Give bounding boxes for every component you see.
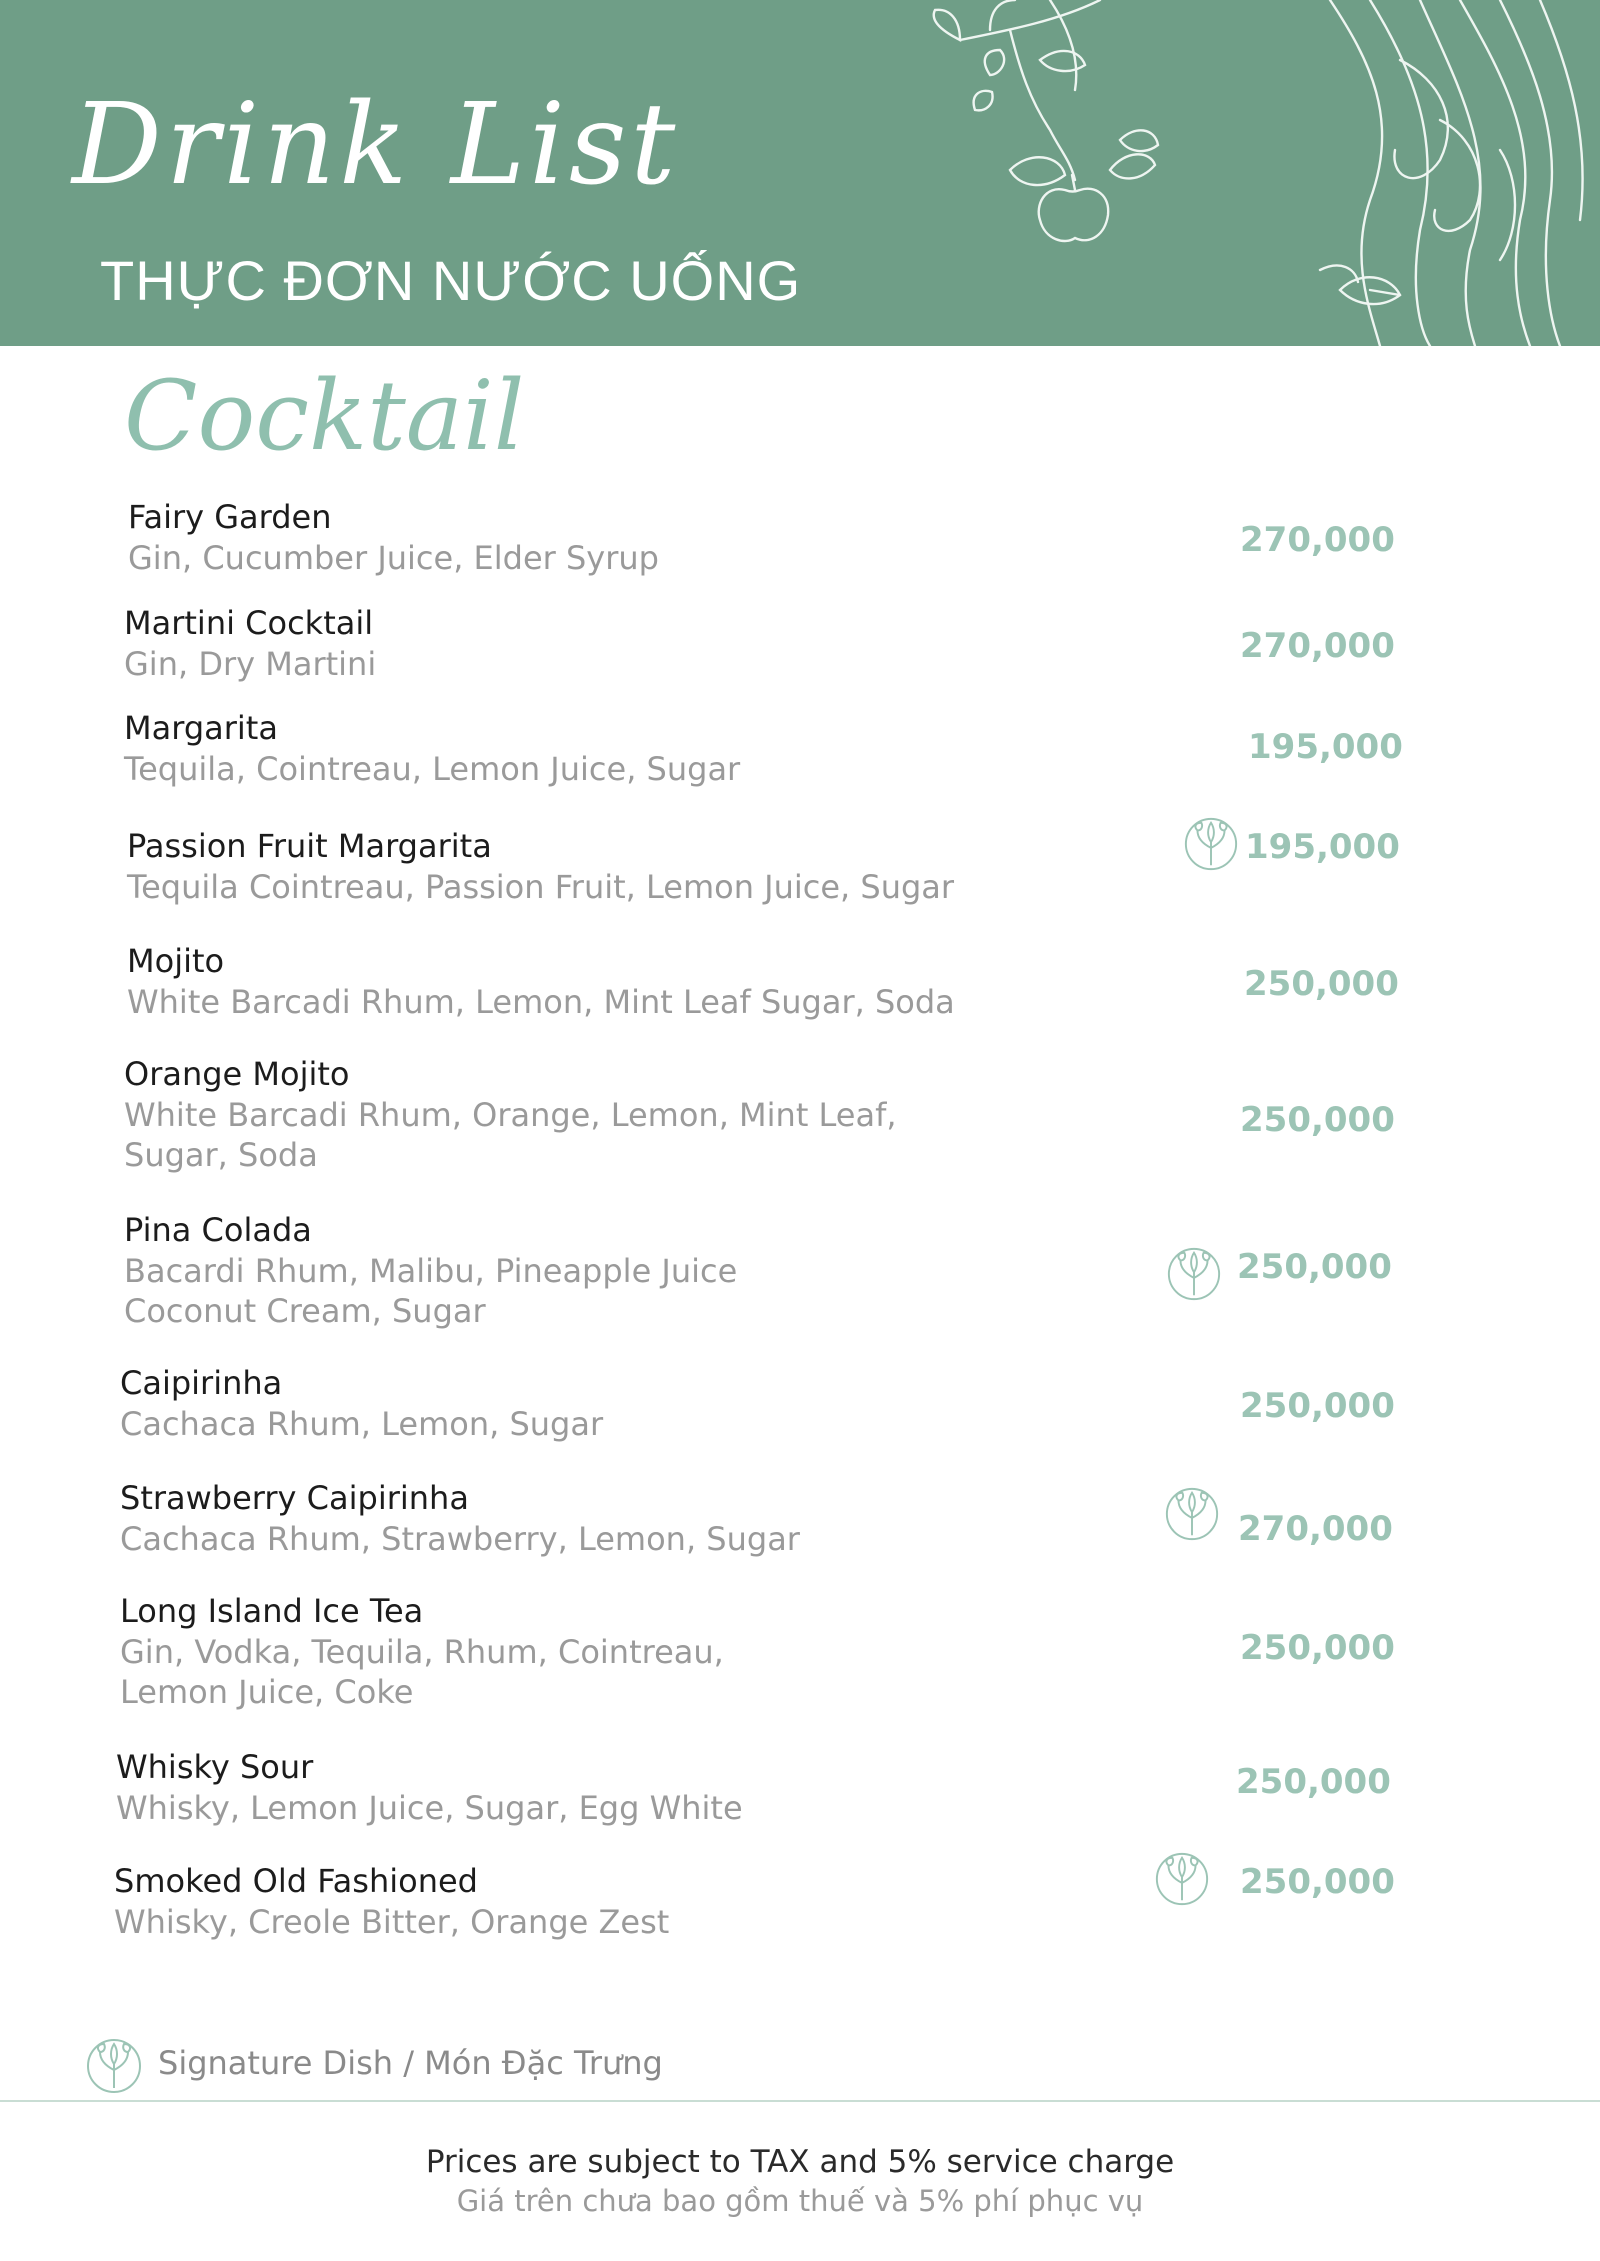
menu-item-name: Orange Mojito — [124, 1055, 350, 1093]
menu-item-price: 250,000 — [1240, 1100, 1395, 1140]
tax-note-vi: Giá trên chưa bao gồm thuế và 5% phí phục vụ — [456, 2184, 1144, 2218]
signature-tree-icon — [84, 2036, 144, 2096]
menu-item-price: 250,000 — [1237, 1247, 1392, 1287]
header-banner — [0, 0, 1600, 346]
menu-item-name: Fairy Garden — [128, 498, 332, 536]
menu-item-description: Gin, Vodka, Tequila, Rhum, Cointreau, — [120, 1633, 724, 1671]
menu-item-description: Gin, Cucumber Juice, Elder Syrup — [128, 539, 659, 577]
menu-item-description: Tequila, Cointreau, Lemon Juice, Sugar — [124, 750, 741, 788]
menu-item-name: Passion Fruit Margarita — [127, 827, 492, 865]
menu-item-price: 250,000 — [1244, 964, 1399, 1004]
menu-item-name: Martini Cocktail — [124, 604, 374, 642]
menu-item-description: Cachaca Rhum, Lemon, Sugar — [120, 1405, 604, 1443]
menu-item-description: Bacardi Rhum, Malibu, Pineapple Juice — [124, 1252, 738, 1290]
menu-item-name: Strawberry Caipirinha — [120, 1479, 469, 1517]
tax-note-en: Prices are subject to TAX and 5% service charge — [425, 2144, 1175, 2180]
menu-item-name: Long Island Ice Tea — [120, 1592, 424, 1630]
menu-item-name: Pina Colada — [124, 1211, 312, 1249]
menu-title: Drink List — [72, 80, 680, 210]
menu-item-description: Tequila Cointreau, Passion Fruit, Lemon Juice, Sugar — [127, 868, 955, 906]
menu-item-name: Whisky Sour — [116, 1748, 314, 1786]
menu-item-price: 250,000 — [1240, 1862, 1395, 1902]
menu-item-price: 250,000 — [1240, 1628, 1395, 1668]
menu-item-description: Lemon Juice, Coke — [120, 1673, 414, 1711]
signature-tree-icon — [1163, 1485, 1221, 1543]
menu-item-description: Whisky, Lemon Juice, Sugar, Egg White — [116, 1789, 743, 1827]
menu-item-description: Cachaca Rhum, Strawberry, Lemon, Sugar — [120, 1520, 800, 1558]
menu-item-description: Gin, Dry Martini — [124, 645, 377, 683]
menu-item-price: 270,000 — [1240, 626, 1395, 666]
signature-tree-icon — [1182, 815, 1240, 873]
menu-item-description: Sugar, Soda — [124, 1136, 318, 1174]
signature-tree-icon — [1165, 1245, 1223, 1303]
menu-item-price: 270,000 — [1238, 1509, 1393, 1549]
menu-item-name: Mojito — [127, 942, 225, 980]
menu-subtitle: THỰC ĐƠN NƯỚC UỐNG — [100, 249, 802, 312]
footer-divider — [0, 2100, 1600, 2102]
menu-item-description: Whisky, Creole Bitter, Orange Zest — [114, 1903, 670, 1941]
section-title: Cocktail — [124, 360, 525, 472]
menu-item-name: Caipirinha — [120, 1364, 283, 1402]
signature-tree-icon — [1153, 1850, 1211, 1908]
menu-item-price: 250,000 — [1240, 1386, 1395, 1426]
menu-item-description: White Barcadi Rhum, Lemon, Mint Leaf Sugar, Soda — [127, 983, 955, 1021]
menu-item-description: White Barcadi Rhum, Orange, Lemon, Mint Leaf, — [124, 1096, 897, 1134]
menu-item-name: Smoked Old Fashioned — [114, 1862, 478, 1900]
legend-text: Signature Dish / Món Đặc Trưng — [158, 2044, 663, 2082]
menu-item-price: 250,000 — [1236, 1762, 1391, 1802]
menu-item-name: Margarita — [124, 709, 278, 747]
tree-branch-illustration-icon — [900, 0, 1600, 346]
menu-item-price: 195,000 — [1248, 727, 1403, 767]
menu-item-price: 270,000 — [1240, 520, 1395, 560]
menu-item-description: Coconut Cream, Sugar — [124, 1292, 486, 1330]
menu-item-price: 195,000 — [1245, 827, 1400, 867]
